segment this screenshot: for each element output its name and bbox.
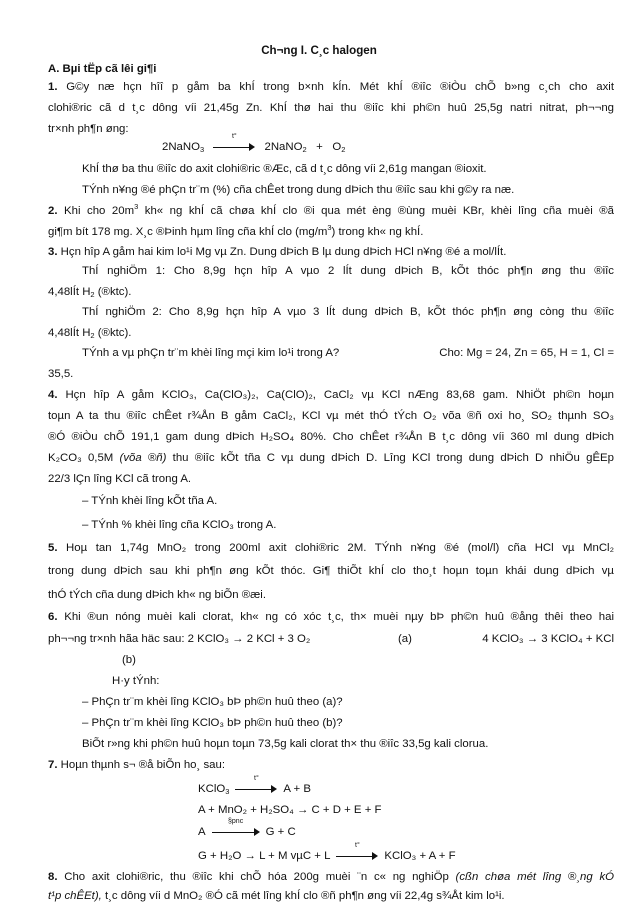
section-heading: A. Bµi tËp cã lêi gi¶i	[48, 63, 157, 75]
problem-2-line-1: 2. Khi cho $20m^3$ kh« ng khÍ cã chøa khÍ clo ®i qua mét èng ®ùng muèi KBr, khèi lîng cña muèi ®ã	[48, 202, 614, 217]
problem-3-line-7: 35,5.	[48, 368, 74, 380]
reaction-4: G + H₂O → L + M vµC + L t° KClO₃ + A + F	[198, 841, 456, 862]
problem-3-line-3: 4,48lÍt $H_2$ (®ktc).	[48, 286, 132, 299]
problem-3-line-6a: TÝnh a vµ phÇn tr¨m khèi lîng mçi kim lo¹i trong A?	[82, 347, 340, 359]
problem-3-line-5: 4,48lÍt $H_2$ (®ktc).	[48, 327, 132, 340]
reaction-2: A + MnO₂ + H₂SO₄ → C + D + E + F	[198, 804, 382, 816]
chapter-title: Ch¬ng I. C¸c halogen	[261, 44, 377, 57]
reaction-1: KClO$_3$ t° A + B	[198, 774, 311, 796]
problem-5-line-2: trong dung dÞich sau khi ph¶n øng kÕt thóc. Gi¶ thiÕt khÍ clo tho¸t hoµn toµn khái dung dÞich vµ	[48, 565, 614, 577]
problem-6-line-2c: 4 KClO₃ → 3 KClO₄ + KCl	[482, 633, 614, 645]
reaction-arrow-icon: t°	[235, 784, 277, 794]
problem-1-line-3: tr×nh ph¶n øng:	[48, 123, 129, 135]
problem-4-line-5: 22/3 lÇn lîng KCl cã trong A.	[48, 473, 192, 485]
problem-4-line-2: toµn A ta thu ®iîc chÊet r¾Ån B gåm CaCl₂, KCl vµ mét thÓ tÝch O₂ võa ®ñ oxi ho¸ SO₂ thµnh SO₃	[48, 410, 614, 422]
problem-6-line-7: BiÕt r»ng khi ph©n huû hoµn toµn 73,5g kali clorat th× thu ®iîc 33,5g kali clorua.	[82, 738, 489, 750]
problem-5-line-3: thÓ tÝch cña dung dÞich kh« ng biÕn ®æi.	[48, 589, 266, 601]
problem-1-line-1: 1. G©y næ hçn hîî p gåm ba khÍ trong b×nh kÍn. Mét khÍ ®iîc ®iÒu chÕ b»ng c¸ch cho axit	[48, 81, 614, 93]
reaction-3: A §pnc G + C	[198, 817, 296, 838]
reaction-equation: 2NaNO$_3$ t° 2NaNO$_2$ + $O_2$	[162, 132, 346, 154]
problem-1-line-5: TÝnh n¥ng ®é phÇn tr¨m (%) cña chÊet trong dung dÞich thu ®iîc sau khi g©y ra næ.	[82, 184, 515, 196]
problem-2-line-2: gi¶m bít 178 mg. X¸c ®Þinh hµm lîng cña khÍ clo $(mg/m^3)$ trong kh« ng khÍ.	[48, 223, 424, 238]
problem-4-line-4: K₂CO₃ 0,5M (võa ®ñ) thu ®iîc kÕt tña C vµ dung dÞich D. Lîng KCl trong dung dÞich D nhiÖu gÊEp	[48, 452, 614, 464]
problem-3-line-4: ThÍ nghiÖm 2: Cho 8,9g hçn hîp A vµo 3 lÍt dung dÞich B, kÕt thóc ph¶n øng còng thu ®iîc	[82, 306, 614, 318]
problem-4-line-7: – TÝnh % khèi lîng cña KClO₃ trong A.	[82, 519, 277, 531]
problem-3-line-2: ThÍ nghiÖm 1: Cho 8,9g hçn hîp A vµo 2 lÍt dung dÞich B, kÕt thóc ph¶n øng thu ®iîc	[82, 265, 614, 277]
reaction-arrow-icon: t°	[336, 851, 378, 861]
problem-6-line-5: – PhÇn tr¨m khèi lîng KClO₃ bÞ ph©n huû theo (a)?	[82, 696, 343, 708]
problem-number: 1.	[48, 81, 58, 93]
problem-6-line-1: 6. Khi ®un nóng muèi kali clorat, kh« ng có xóc t¸c, th× muèi nµy bÞ ph©n huû ®ång thêi theo hai	[48, 611, 614, 623]
problem-4-line-6: – TÝnh khèi lîng kÕt tña A.	[82, 495, 218, 507]
problem-6-line-4: H·y tÝnh:	[112, 675, 160, 687]
problem-6-line-6: – PhÇn tr¨m khèi lîng KClO₃ bÞ ph©n huû theo (b)?	[82, 717, 343, 729]
problem-1-line-2: clohi®ric cã d t¸c dông víi 21,45g Zn. KhÍ thø hai thu ®iîc khi ph©n huû 25,5g natri nitrat, ph¬¬ng	[48, 102, 614, 114]
problem-5-line-1: 5. Hoµ tan 1,74g MnO₂ trong 200ml axit clohi®ric 2M. TÝnh n¥ng ®é (mol/l) cña HCl vµ MnCl₂	[48, 542, 615, 554]
problem-3-line-6b: Cho: Mg = 24, Zn = 65, H = 1, Cl =	[439, 347, 614, 359]
problem-8-line-2: t¹p chÊEt), t¸c dông víi d MnO₂ ®Ó cã mét lîng khÍ clo ®ñ ph¶n øng víi 22,4g s¾Åt kim lo¹i.	[48, 890, 505, 902]
reaction-arrow-icon: §pnc	[212, 827, 260, 837]
problem-6-line-2a: ph¬¬ng tr×nh hãa häc sau: 2 KClO₃ → 2 KCl + 3 O₂	[48, 633, 311, 645]
problem-7-line-1: 7. Hoµn thµnh s¬ ®å biÕn ho¸ sau:	[48, 759, 225, 771]
problem-4-line-3: ®Ó ®iÒu chÕ 191,1 gam dung dÞich H₂SO₄ 80%. Cho chÊet r¾Ån B t¸c dông víi 360 ml dung dÞich	[48, 431, 614, 443]
problem-8-line-1: 8. Cho axit clohi®ric, thu ®iîc khi chÕ hóa 200g muèi ¨n c« ng nghiÖp (cßn chøa mét lîng ®¸ng kÓ	[48, 871, 614, 883]
problem-1-line-4: KhÍ thø ba thu ®iîc do axit clohi®ric ®Æc, cã d t¸c dông víi 2,61g mangan ®ioxit.	[82, 163, 487, 175]
problem-4-line-1: 4. Hçn hîp A gåm KClO₃, Ca(ClO₃)₂, Ca(ClO)₂, CaCl₂ vµ KCl nÆng 83,68 gam. NhiÖt ph©n hoµn	[48, 389, 614, 401]
problem-6-line-2b: (a)	[398, 633, 412, 645]
problem-6-line-3: (b)	[122, 654, 136, 666]
problem-3-line-1: 3. Hçn hîp A gåm hai kim lo¹i Mg vµ Zn. Dung dÞich B lµ dung dÞich HCl n¥ng ®é a mol/lÍt.	[48, 246, 507, 258]
reaction-arrow-icon: t°	[213, 142, 255, 152]
